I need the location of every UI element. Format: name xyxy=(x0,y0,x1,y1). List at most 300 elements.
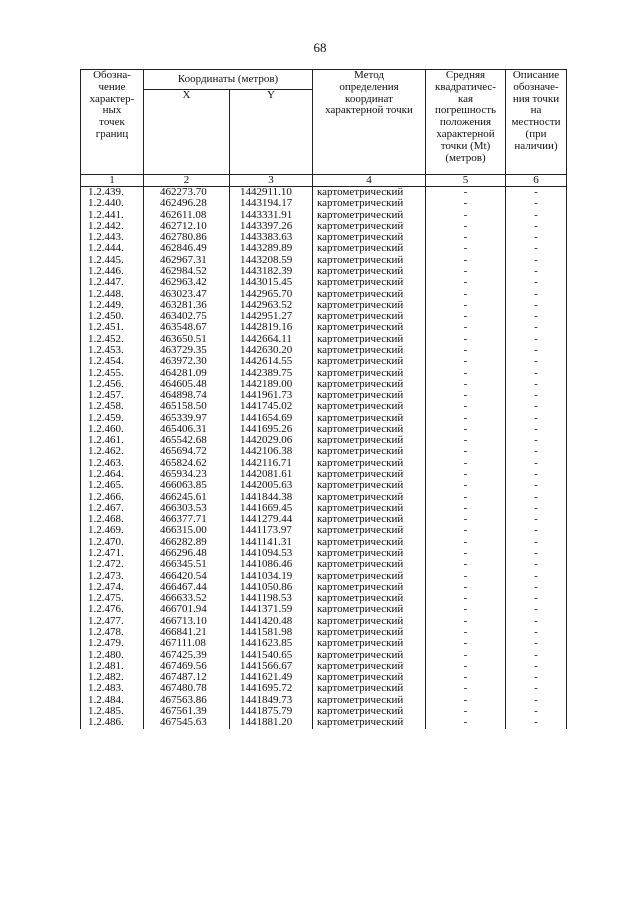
description-cell: - xyxy=(506,593,567,604)
method-cell: картометрический xyxy=(313,650,426,661)
coord-x-cell: 463548.67 xyxy=(144,322,230,333)
description-cell: - xyxy=(506,289,567,300)
coord-y-cell: 1441875.79 xyxy=(230,706,313,717)
coord-x-cell: 467425.39 xyxy=(144,650,230,661)
col-number-3: 3 xyxy=(230,175,313,187)
coord-y-cell: 1443383.63 xyxy=(230,232,313,243)
point-id-cell: 1.2.444. xyxy=(81,243,144,254)
method-cell: картометрический xyxy=(313,559,426,570)
method-cell: картометрический xyxy=(313,672,426,683)
coord-x-cell: 465542.68 xyxy=(144,435,230,446)
table-row xyxy=(81,514,567,525)
coord-y-cell: 1441086.46 xyxy=(230,559,313,570)
error-cell: - xyxy=(426,435,506,446)
header-error: Средняя квадратичес- кая погрешность положения характерной точки (Mt) (метров) xyxy=(426,70,506,175)
point-id-cell: 1.2.465. xyxy=(81,480,144,491)
table-row xyxy=(81,695,567,706)
method-cell: картометрический xyxy=(313,593,426,604)
method-cell: картометрический xyxy=(313,548,426,559)
coord-x-cell: 462273.70 xyxy=(144,187,230,199)
table-row xyxy=(81,706,567,717)
point-id-cell: 1.2.447. xyxy=(81,277,144,288)
coord-y-cell: 1442106.38 xyxy=(230,446,313,457)
point-id-cell: 1.2.476. xyxy=(81,604,144,615)
table-row xyxy=(81,627,567,638)
coord-x-cell: 466345.51 xyxy=(144,559,230,570)
point-id-cell: 1.2.468. xyxy=(81,514,144,525)
coord-y-cell: 1441621.49 xyxy=(230,672,313,683)
coord-x-cell: 466282.89 xyxy=(144,537,230,548)
table-row xyxy=(81,368,567,379)
method-cell: картометрический xyxy=(313,289,426,300)
table-row xyxy=(81,525,567,536)
page-number: 68 xyxy=(313,40,327,55)
point-id-cell: 1.2.473. xyxy=(81,571,144,582)
coord-x-cell: 462611.08 xyxy=(144,210,230,221)
table-row xyxy=(81,616,567,627)
point-id-cell: 1.2.486. xyxy=(81,717,144,728)
method-cell: картометрический xyxy=(313,345,426,356)
description-cell: - xyxy=(506,706,567,717)
coord-x-cell: 466467.44 xyxy=(144,582,230,593)
col-number-2: 2 xyxy=(144,175,230,187)
coord-x-cell: 463281.36 xyxy=(144,300,230,311)
coord-y-cell: 1441745.02 xyxy=(230,401,313,412)
coord-x-cell: 463023.47 xyxy=(144,289,230,300)
point-id-cell: 1.2.439. xyxy=(81,187,144,199)
table-row xyxy=(81,334,567,345)
point-id-cell: 1.2.480. xyxy=(81,650,144,661)
method-cell: картометрический xyxy=(313,368,426,379)
table-row xyxy=(81,650,567,661)
coord-x-cell: 464281.09 xyxy=(144,368,230,379)
coord-y-cell: 1441050.86 xyxy=(230,582,313,593)
coord-y-cell: 1443182.39 xyxy=(230,266,313,277)
table-row xyxy=(81,289,567,300)
table-row xyxy=(81,492,567,503)
error-cell: - xyxy=(426,210,506,221)
coord-y-cell: 1442005.63 xyxy=(230,480,313,491)
point-id-cell: 1.2.477. xyxy=(81,616,144,627)
method-cell: картометрический xyxy=(313,616,426,627)
error-cell: - xyxy=(426,356,506,367)
coord-y-cell: 1441279.44 xyxy=(230,514,313,525)
coord-x-cell: 466315.00 xyxy=(144,525,230,536)
coord-y-cell: 1442389.75 xyxy=(230,368,313,379)
point-id-cell: 1.2.454. xyxy=(81,356,144,367)
description-cell: - xyxy=(506,537,567,548)
point-id-cell: 1.2.484. xyxy=(81,695,144,706)
error-cell: - xyxy=(426,243,506,254)
point-id-cell: 1.2.463. xyxy=(81,458,144,469)
col-number-4: 4 xyxy=(313,175,426,187)
error-cell: - xyxy=(426,492,506,503)
table-row xyxy=(81,548,567,559)
coord-y-cell: 1441198.53 xyxy=(230,593,313,604)
coord-y-cell: 1443397.26 xyxy=(230,221,313,232)
table-row xyxy=(81,379,567,390)
point-id-cell: 1.2.449. xyxy=(81,300,144,311)
coord-y-cell: 1441849.73 xyxy=(230,695,313,706)
table-row xyxy=(81,255,567,266)
point-id-cell: 1.2.485. xyxy=(81,706,144,717)
point-id-cell: 1.2.459. xyxy=(81,413,144,424)
method-cell: картометрический xyxy=(313,232,426,243)
coord-x-cell: 462496.28 xyxy=(144,198,230,209)
coord-y-cell: 1443194.17 xyxy=(230,198,313,209)
method-cell: картометрический xyxy=(313,706,426,717)
coord-x-cell: 466701.94 xyxy=(144,604,230,615)
method-cell: картометрический xyxy=(313,582,426,593)
coord-x-cell: 463402.75 xyxy=(144,311,230,322)
point-id-cell: 1.2.481. xyxy=(81,661,144,672)
table-row xyxy=(81,198,567,209)
coord-y-cell: 1441623.85 xyxy=(230,638,313,649)
point-id-cell: 1.2.478. xyxy=(81,627,144,638)
method-cell: картометрический xyxy=(313,401,426,412)
coord-x-cell: 462963.42 xyxy=(144,277,230,288)
description-cell: - xyxy=(506,525,567,536)
description-cell: - xyxy=(506,390,567,401)
table-row xyxy=(81,571,567,582)
error-cell: - xyxy=(426,559,506,570)
point-id-cell: 1.2.475. xyxy=(81,593,144,604)
description-cell: - xyxy=(506,650,567,661)
point-id-cell: 1.2.457. xyxy=(81,390,144,401)
table-row xyxy=(81,187,567,199)
coord-y-cell: 1441420.48 xyxy=(230,616,313,627)
table-row xyxy=(81,311,567,322)
method-cell: картометрический xyxy=(313,255,426,266)
coord-x-cell: 465339.97 xyxy=(144,413,230,424)
coord-x-cell: 467545.63 xyxy=(144,717,230,728)
description-cell: - xyxy=(506,356,567,367)
method-cell: картометрический xyxy=(313,503,426,514)
point-id-cell: 1.2.441. xyxy=(81,210,144,221)
error-cell: - xyxy=(426,458,506,469)
point-id-cell: 1.2.460. xyxy=(81,424,144,435)
method-cell: картометрический xyxy=(313,210,426,221)
header-coordinates: Координаты (метров) xyxy=(144,70,313,90)
error-cell: - xyxy=(426,706,506,717)
description-cell: - xyxy=(506,627,567,638)
method-cell: картометрический xyxy=(313,322,426,333)
description-cell: - xyxy=(506,300,567,311)
table-row xyxy=(81,458,567,469)
coord-x-cell: 467111.08 xyxy=(144,638,230,649)
description-cell: - xyxy=(506,413,567,424)
coord-y-cell: 1443289.89 xyxy=(230,243,313,254)
table-row xyxy=(81,277,567,288)
description-cell: - xyxy=(506,492,567,503)
coord-x-cell: 462712.10 xyxy=(144,221,230,232)
error-cell: - xyxy=(426,661,506,672)
method-cell: картометрический xyxy=(313,277,426,288)
error-cell: - xyxy=(426,198,506,209)
table-row xyxy=(81,221,567,232)
point-id-cell: 1.2.453. xyxy=(81,345,144,356)
error-cell: - xyxy=(426,277,506,288)
error-cell: - xyxy=(426,503,506,514)
description-cell: - xyxy=(506,232,567,243)
coord-y-cell: 1442664.11 xyxy=(230,334,313,345)
header-designation: Обозна- чение характер- ных точек границ xyxy=(81,70,144,175)
table-row xyxy=(81,717,567,728)
coord-x-cell: 462984.52 xyxy=(144,266,230,277)
description-cell: - xyxy=(506,277,567,288)
point-id-cell: 1.2.458. xyxy=(81,401,144,412)
coord-y-cell: 1441034.19 xyxy=(230,571,313,582)
description-cell: - xyxy=(506,480,567,491)
method-cell: картометрический xyxy=(313,266,426,277)
coord-x-cell: 466245.61 xyxy=(144,492,230,503)
error-cell: - xyxy=(426,187,506,199)
error-cell: - xyxy=(426,390,506,401)
table-row xyxy=(81,661,567,672)
method-cell: картометрический xyxy=(313,514,426,525)
coord-y-cell: 1441669.45 xyxy=(230,503,313,514)
method-cell: картометрический xyxy=(313,492,426,503)
point-id-cell: 1.2.474. xyxy=(81,582,144,593)
point-id-cell: 1.2.482. xyxy=(81,672,144,683)
table-row xyxy=(81,582,567,593)
point-id-cell: 1.2.472. xyxy=(81,559,144,570)
description-cell: - xyxy=(506,672,567,683)
description-cell: - xyxy=(506,604,567,615)
description-cell: - xyxy=(506,503,567,514)
coord-y-cell: 1441695.72 xyxy=(230,683,313,694)
error-cell: - xyxy=(426,311,506,322)
method-cell: картометрический xyxy=(313,537,426,548)
point-id-cell: 1.2.462. xyxy=(81,446,144,457)
point-id-cell: 1.2.440. xyxy=(81,198,144,209)
method-cell: картометрический xyxy=(313,458,426,469)
coord-y-cell: 1442963.52 xyxy=(230,300,313,311)
coord-x-cell: 466713.10 xyxy=(144,616,230,627)
description-cell: - xyxy=(506,424,567,435)
coord-y-cell: 1443015.45 xyxy=(230,277,313,288)
coord-y-cell: 1441141.31 xyxy=(230,537,313,548)
coord-y-cell: 1442630.20 xyxy=(230,345,313,356)
coord-y-cell: 1442911.10 xyxy=(230,187,313,199)
error-cell: - xyxy=(426,650,506,661)
coord-x-cell: 466633.52 xyxy=(144,593,230,604)
coord-y-cell: 1443208.59 xyxy=(230,255,313,266)
coord-y-cell: 1442965.70 xyxy=(230,289,313,300)
header-method: Метод определения координат характерной точки xyxy=(313,70,426,175)
description-cell: - xyxy=(506,401,567,412)
point-id-cell: 1.2.451. xyxy=(81,322,144,333)
error-cell: - xyxy=(426,604,506,615)
header-x: X xyxy=(144,90,230,175)
table-row xyxy=(81,480,567,491)
coord-x-cell: 462780.86 xyxy=(144,232,230,243)
table-row xyxy=(81,446,567,457)
coord-y-cell: 1442116.71 xyxy=(230,458,313,469)
point-id-cell: 1.2.479. xyxy=(81,638,144,649)
description-cell: - xyxy=(506,559,567,570)
coord-y-cell: 1441654.69 xyxy=(230,413,313,424)
error-cell: - xyxy=(426,582,506,593)
coordinates-table xyxy=(80,69,567,729)
method-cell: картометрический xyxy=(313,424,426,435)
coord-x-cell: 466841.21 xyxy=(144,627,230,638)
error-cell: - xyxy=(426,266,506,277)
table-row xyxy=(81,683,567,694)
error-cell: - xyxy=(426,232,506,243)
coord-x-cell: 467480.78 xyxy=(144,683,230,694)
error-cell: - xyxy=(426,221,506,232)
error-cell: - xyxy=(426,672,506,683)
table-row xyxy=(81,266,567,277)
method-cell: картометрический xyxy=(313,661,426,672)
coord-y-cell: 1442819.16 xyxy=(230,322,313,333)
coord-x-cell: 466420.54 xyxy=(144,571,230,582)
error-cell: - xyxy=(426,537,506,548)
description-cell: - xyxy=(506,458,567,469)
col-number-6: 6 xyxy=(506,175,567,187)
error-cell: - xyxy=(426,413,506,424)
table-row xyxy=(81,435,567,446)
point-id-cell: 1.2.443. xyxy=(81,232,144,243)
error-cell: - xyxy=(426,638,506,649)
error-cell: - xyxy=(426,525,506,536)
table-row xyxy=(81,424,567,435)
error-cell: - xyxy=(426,368,506,379)
coord-x-cell: 462846.49 xyxy=(144,243,230,254)
description-cell: - xyxy=(506,571,567,582)
coord-y-cell: 1442029.06 xyxy=(230,435,313,446)
description-cell: - xyxy=(506,548,567,559)
header-description: Описание обозначе- ния точки на местности (при наличии) xyxy=(506,70,567,175)
description-cell: - xyxy=(506,446,567,457)
table-row xyxy=(81,537,567,548)
description-cell: - xyxy=(506,638,567,649)
coord-y-cell: 1441581.98 xyxy=(230,627,313,638)
coord-y-cell: 1441371.59 xyxy=(230,604,313,615)
coord-x-cell: 466063.85 xyxy=(144,480,230,491)
table-row xyxy=(81,672,567,683)
coord-x-cell: 463729.35 xyxy=(144,345,230,356)
description-cell: - xyxy=(506,345,567,356)
coord-x-cell: 465158.50 xyxy=(144,401,230,412)
error-cell: - xyxy=(426,548,506,559)
error-cell: - xyxy=(426,514,506,525)
coord-y-cell: 1441566.67 xyxy=(230,661,313,672)
table-row xyxy=(81,401,567,412)
error-cell: - xyxy=(426,469,506,480)
description-cell: - xyxy=(506,661,567,672)
description-cell: - xyxy=(506,255,567,266)
error-cell: - xyxy=(426,683,506,694)
method-cell: картометрический xyxy=(313,435,426,446)
coord-x-cell: 463650.51 xyxy=(144,334,230,345)
coord-y-cell: 1442951.27 xyxy=(230,311,313,322)
method-cell: картометрический xyxy=(313,717,426,728)
coord-y-cell: 1442189.00 xyxy=(230,379,313,390)
coord-y-cell: 1441094.53 xyxy=(230,548,313,559)
table-row xyxy=(81,593,567,604)
point-id-cell: 1.2.466. xyxy=(81,492,144,503)
description-cell: - xyxy=(506,368,567,379)
error-cell: - xyxy=(426,401,506,412)
description-cell: - xyxy=(506,187,567,199)
method-cell: картометрический xyxy=(313,390,426,401)
description-cell: - xyxy=(506,210,567,221)
error-cell: - xyxy=(426,334,506,345)
table-row xyxy=(81,503,567,514)
coord-x-cell: 466296.48 xyxy=(144,548,230,559)
method-cell: картометрический xyxy=(313,480,426,491)
table-row xyxy=(81,469,567,480)
table-row xyxy=(81,559,567,570)
description-cell: - xyxy=(506,514,567,525)
table-body xyxy=(81,187,567,729)
method-cell: картометрический xyxy=(313,604,426,615)
error-cell: - xyxy=(426,695,506,706)
description-cell: - xyxy=(506,322,567,333)
method-cell: картометрический xyxy=(313,379,426,390)
method-cell: картометрический xyxy=(313,683,426,694)
point-id-cell: 1.2.442. xyxy=(81,221,144,232)
method-cell: картометрический xyxy=(313,627,426,638)
table-row xyxy=(81,300,567,311)
coord-y-cell: 1442614.55 xyxy=(230,356,313,367)
coord-y-cell: 1441173.97 xyxy=(230,525,313,536)
coord-x-cell: 466303.53 xyxy=(144,503,230,514)
header-y: Y xyxy=(230,90,313,175)
point-id-cell: 1.2.455. xyxy=(81,368,144,379)
method-cell: картометрический xyxy=(313,571,426,582)
table-row xyxy=(81,638,567,649)
method-cell: картометрический xyxy=(313,311,426,322)
method-cell: картометрический xyxy=(313,243,426,254)
error-cell: - xyxy=(426,627,506,638)
method-cell: картометрический xyxy=(313,638,426,649)
method-cell: картометрический xyxy=(313,446,426,457)
coord-x-cell: 462967.31 xyxy=(144,255,230,266)
description-cell: - xyxy=(506,198,567,209)
coord-y-cell: 1441881.20 xyxy=(230,717,313,728)
coord-y-cell: 1442081.61 xyxy=(230,469,313,480)
coord-x-cell: 465694.72 xyxy=(144,446,230,457)
error-cell: - xyxy=(426,717,506,728)
description-cell: - xyxy=(506,221,567,232)
method-cell: картометрический xyxy=(313,198,426,209)
table-row xyxy=(81,232,567,243)
error-cell: - xyxy=(426,255,506,266)
method-cell: картометрический xyxy=(313,469,426,480)
description-cell: - xyxy=(506,683,567,694)
method-cell: картометрический xyxy=(313,300,426,311)
description-cell: - xyxy=(506,582,567,593)
coord-x-cell: 463972.30 xyxy=(144,356,230,367)
point-id-cell: 1.2.456. xyxy=(81,379,144,390)
error-cell: - xyxy=(426,446,506,457)
point-id-cell: 1.2.461. xyxy=(81,435,144,446)
description-cell: - xyxy=(506,379,567,390)
coord-y-cell: 1443331.91 xyxy=(230,210,313,221)
error-cell: - xyxy=(426,616,506,627)
description-cell: - xyxy=(506,616,567,627)
table-row xyxy=(81,413,567,424)
error-cell: - xyxy=(426,379,506,390)
table-row xyxy=(81,604,567,615)
point-id-cell: 1.2.464. xyxy=(81,469,144,480)
coord-x-cell: 465824.62 xyxy=(144,458,230,469)
point-id-cell: 1.2.483. xyxy=(81,683,144,694)
point-id-cell: 1.2.471. xyxy=(81,548,144,559)
